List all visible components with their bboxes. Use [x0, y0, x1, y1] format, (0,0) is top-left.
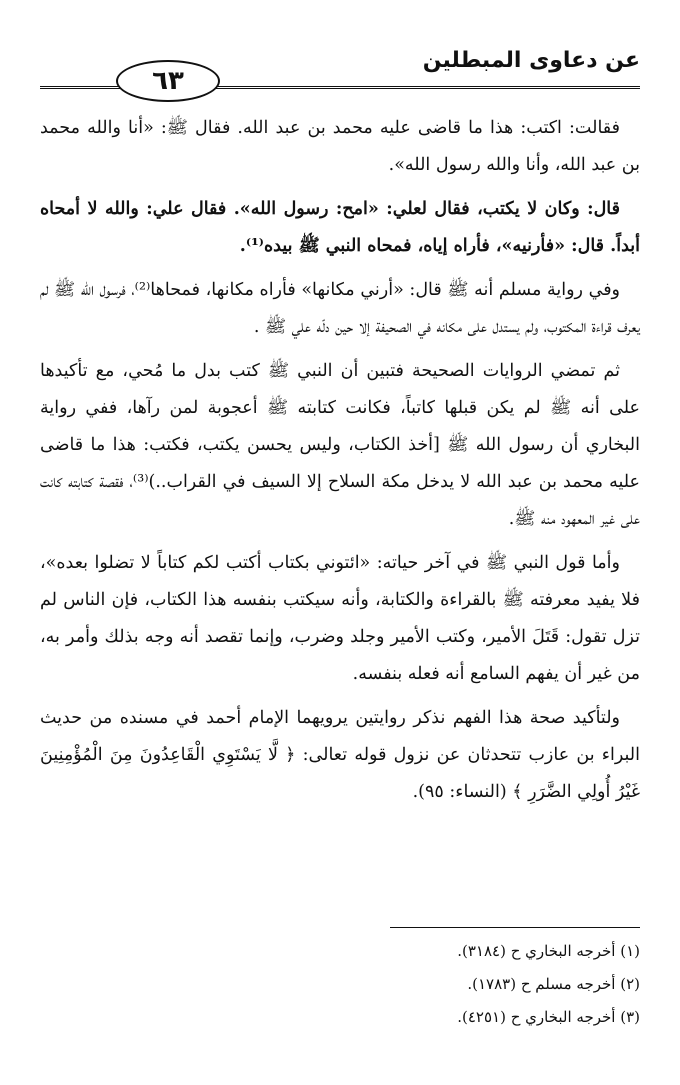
paragraph-4: ثم تمضي الروايات الصحيحة فتبين أن النبي ﷺ كتب بدل ما مُحي، مع تأكيدها على أنه ﷺ لم يكن قبلها كاتباً، فكانت كتابته ﷺ أعجوبة لمن رآها، ففي رواية البخاري أن رسول الله ﷺ [أخذ الكتاب، وليس يحسن يكتب، فكتب: هذا ما قاضى عليه محمد بن عبد الله لا يدخل مكة السلاح إلا السيف في القراب..)⁽³⁾، فقصة كتابته كانت على غير المعهود منه ﷺ. — [40, 361, 640, 529]
paragraph-6: ولتأكيد صحة هذا الفهم نذكر روايتين يرويهما الإمام أحمد في مسنده من حديث البراء بن عازب تتحدثان عن نزول قوله تعالى: ﴿ لَّا يَسْتَوِي الْقَاعِدُونَ مِنَ الْمُؤْمِنِينَ غَيْرُ أُولِي الضَّرَرِ ﴾ (النساء: ٩٥). — [40, 708, 640, 802]
paragraph-2: قال: وكان لا يكتب، فقال لعلي: «امح: رسول الله». فقال علي: والله لا أمحاه أبداً. قال: «فأرنيه»، فأراه إياه، فمحاه النبي ﷺ بيده⁽¹⁾. — [40, 199, 640, 256]
footnote-3: (٣) أخرجه البخاري ح (٤٢٥١). — [457, 1008, 640, 1026]
footnote-2: (٢) أخرجه مسلم ح (١٧٨٣). — [467, 975, 640, 993]
page-number: ٦٣ — [116, 60, 220, 102]
paragraph-5: وأما قول النبي ﷺ في آخر حياته: «ائتوني بكتاب أكتب لكم كتاباً لا تضلوا بعده»، فلا يفيد معرفته ﷺ بالقراءة والكتابة، وأنه سيكتب بنفسه هذا الكتاب، فإن الناس لم تزل تقول: قَتَلَ الأمير، وكتب الأمير وجلد وضرب، وإنما تقصد أنه وجه بذلك وأمر به، من غير أن يفهم السامع أنه فعله بنفسه. — [40, 553, 640, 684]
footnote-1: (١) أخرجه البخاري ح (٣١٨٤). — [457, 942, 640, 960]
footnote-rule — [390, 927, 640, 928]
footnotes — [40, 935, 640, 1034]
paragraph-1: فقالت: اكتب: هذا ما قاضى عليه محمد بن عبد الله. فقال ﷺ: «أنا والله محمد بن عبد الله، وأنا والله رسول الله». — [40, 118, 640, 175]
paragraph-3: وفي رواية مسلم أنه ﷺ قال: «أرني مكانها» فأراه مكانها، فمحاها⁽²⁾، فرسول الله ﷺ لم يعرف قراءة المكتوب، ولم يستدل على مكانه في الصحيفة إلا حين دلّه علي ﷺ . — [40, 280, 640, 337]
running-title: عن دعاوى المبطلين — [422, 48, 640, 73]
main-text — [40, 110, 640, 818]
page-header — [40, 38, 640, 98]
